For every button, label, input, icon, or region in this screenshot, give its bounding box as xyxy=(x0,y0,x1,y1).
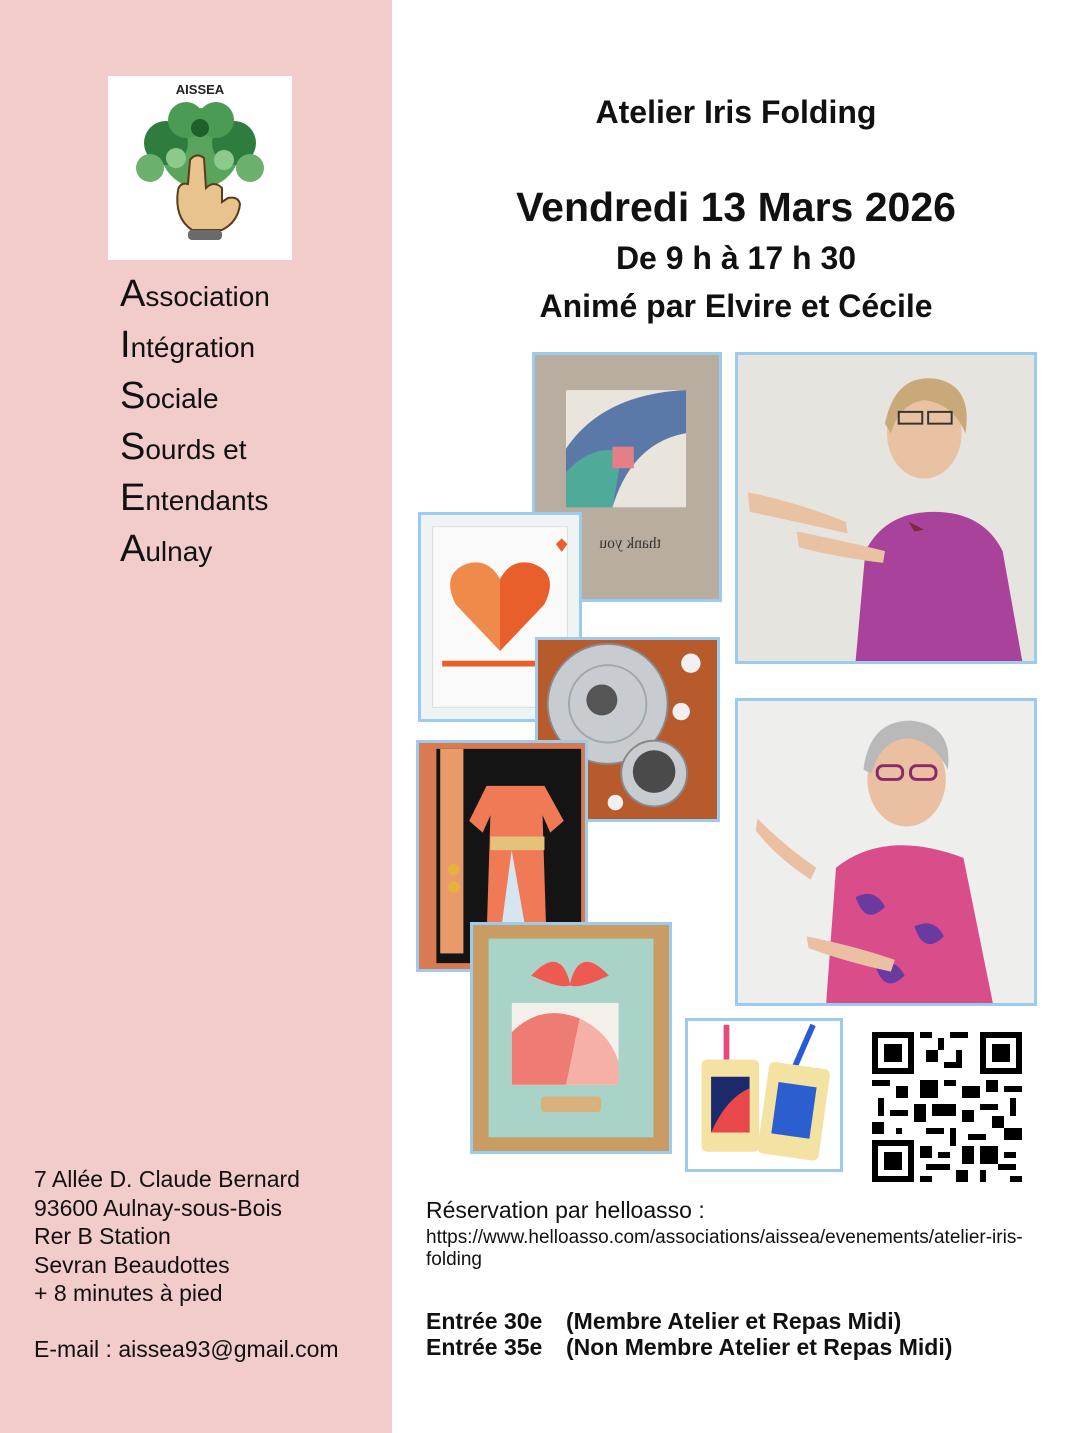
photo-cecile xyxy=(735,698,1037,1006)
price-detail: (Membre Atelier et Repas Midi) xyxy=(566,1308,902,1334)
address-line: Sevran Beaudottes xyxy=(34,1251,230,1278)
address-line: 93600 Aulnay-sous-Bois xyxy=(34,1194,283,1221)
acronym-line: Sociale xyxy=(120,375,219,417)
event-hosts: Animé par Elvire et Cécile xyxy=(539,288,933,324)
qr-code[interactable] xyxy=(872,1032,1022,1182)
acronym-line: Aulnay xyxy=(120,528,213,570)
price-detail: (Non Membre Atelier et Repas Midi) xyxy=(566,1334,953,1360)
sidebar xyxy=(0,0,392,1433)
acronym-line: Entendants xyxy=(120,477,269,519)
event-date: Vendredi 13 Mars 2026 xyxy=(516,184,956,230)
price-amount: Entrée 30e xyxy=(426,1308,543,1334)
acronym-line: Association xyxy=(120,273,270,315)
address-line: + 8 minutes à pied xyxy=(34,1280,223,1306)
acronym-list xyxy=(120,270,270,576)
booking-link[interactable]: https://www.helloasso.com/associations/aissea/evenements/atelier-iris-folding xyxy=(426,1227,1023,1270)
event-title: Atelier Iris Folding xyxy=(595,94,877,130)
price-member xyxy=(426,1308,901,1335)
event-hours: De 9 h à 17 h 30 xyxy=(615,240,857,276)
address-line: 7 Allée D. Claude Bernard xyxy=(34,1166,300,1192)
acronym-line: Intégration xyxy=(120,324,256,366)
logo-label: AISSEA xyxy=(175,82,225,97)
photo-elvire xyxy=(735,352,1037,664)
card-photo-bow xyxy=(470,922,672,1154)
booking-label: Réservation par helloasso : xyxy=(426,1197,705,1223)
price-non-member xyxy=(426,1334,952,1361)
tree-hand-icon xyxy=(116,98,284,256)
acronym-line: Sourds et xyxy=(120,426,247,468)
price-amount: Entrée 35e xyxy=(426,1334,543,1360)
card-photo-tags xyxy=(685,1018,843,1172)
address-line: Rer B Station xyxy=(34,1223,171,1249)
qr-code-icon xyxy=(872,1032,1022,1182)
address-block xyxy=(34,1165,300,1308)
svg-text:thank you: thank you xyxy=(599,535,661,553)
email-text: E-mail : aissea93@gmail.com xyxy=(34,1336,339,1362)
aissea-logo xyxy=(108,76,292,260)
